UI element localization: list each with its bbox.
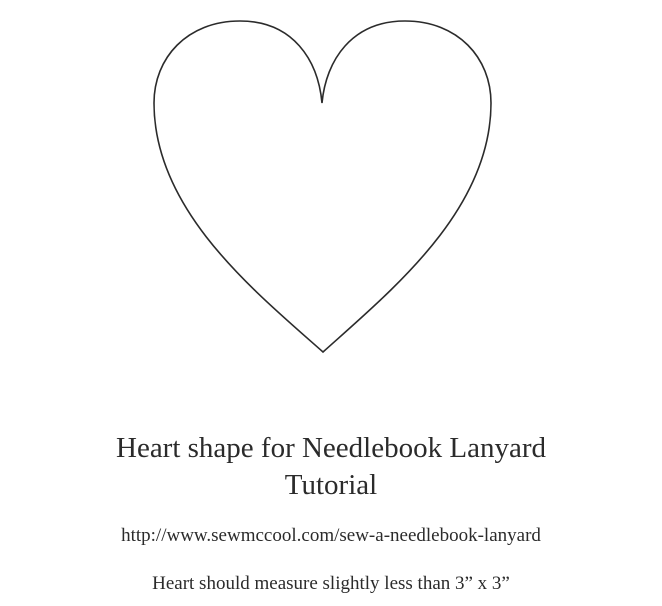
- size-note: Heart should measure slightly less than 3” x 3”: [152, 573, 510, 594]
- page-title-line-1: Heart shape for Needlebook Lanyard: [116, 432, 546, 464]
- page-title: [0, 430, 662, 504]
- page-title-line-2: Tutorial: [284, 469, 378, 501]
- tutorial-url: http://www.sewmccool.com/sew-a-needlebook-lanyard: [121, 525, 541, 546]
